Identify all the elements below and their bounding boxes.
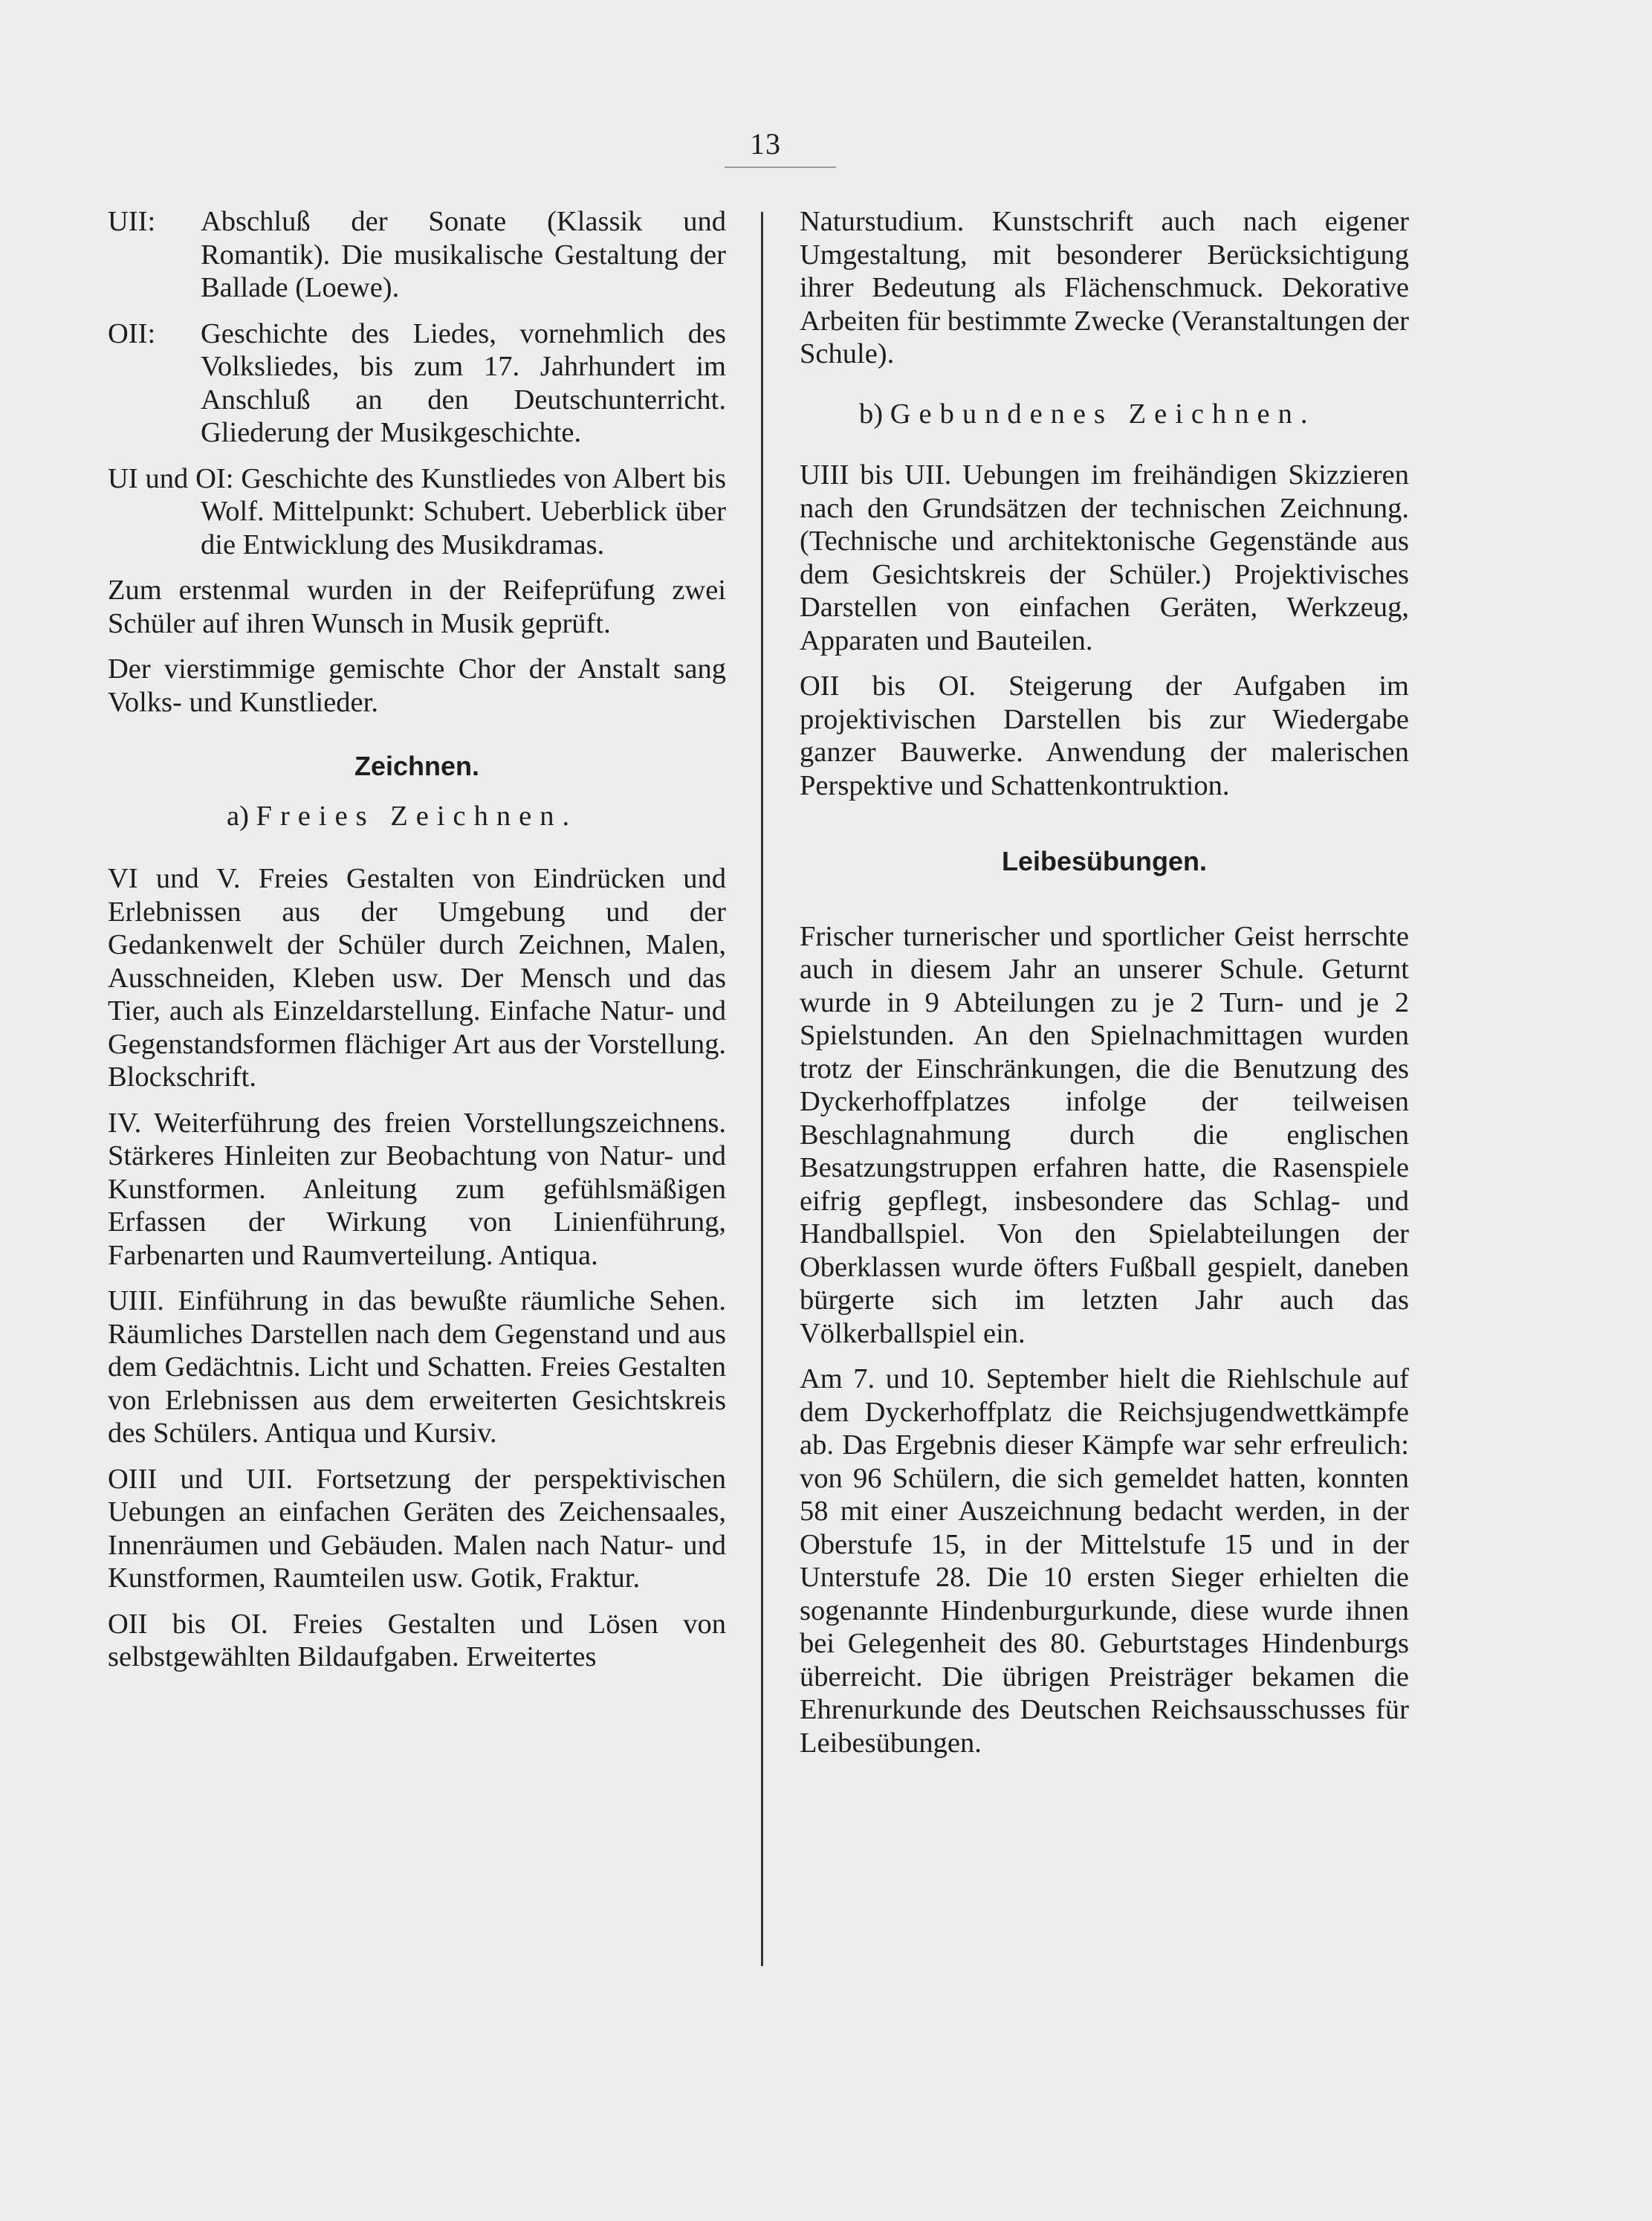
section-heading-leibesuebungen: Leibesübungen. xyxy=(1001,846,1207,876)
gebunden-paragraph-oii-oi: OII bis OI. Steigerung der Aufgaben im projektivischen Darstellen bis zur Wiedergabe ganzer Bauwerke. Anwendung der malerischen Perspektive und Schattenkontruktion. xyxy=(800,670,1409,801)
page-number-rule xyxy=(725,167,836,168)
page-number: 13 xyxy=(750,127,781,161)
zeichnen-paragraph-oiii-uii: OIII und UII. Fortsetzung der perspektivischen Uebungen an einfachen Geräten des Zeichensaales, Innenräumen und Gebäuden. Malen nach Natur- und Kunstformen, Raumteilen usw. Gotik, Fraktur. xyxy=(108,1463,726,1594)
column-divider xyxy=(761,212,763,1966)
left-column xyxy=(108,205,726,1687)
subsection-prefix: a) xyxy=(227,800,249,832)
chor-paragraph: Der vierstimmige gemischte Chor der Anstalt sang Volks- und Kunstlieder. xyxy=(108,653,726,718)
zeichnen-paragraph-oii-oi: OII bis OI. Freies Gestalten und Lösen von selbstgewählten Bildaufgaben. Erweitertes xyxy=(108,1608,726,1672)
subsection-title-freies-zeichnen xyxy=(108,800,726,833)
zeichnen-paragraph-iv: IV. Weiterführung des freien Vorstellungszeichnens. Stärkeres Hinleiten zur Beobachtung von Natur- und Kunstformen. Anleitung zum gefühlsmäßigen Erfassen der Wirkung von Linienführung, Farbenarten und Raumverteilung. Antiqua. xyxy=(108,1107,726,1271)
leibes-paragraph-wettkaempfe: Am 7. und 10. September hielt die Riehlschule auf dem Dyckerhoffplatz die Reichsjugendwettkämpfe ab. Das Ergebnis dieser Kämpfe war sehr erfreulich: von 96 Schülern, die sich gemeldet hatten, konnten 58 mit einer Auszeichnung bedacht werden, in der Oberstufe 15, in der Mittelstufe 15 und in der Unterstufe 28. Die 10 ersten Sieger erhielten die sogenannte Hindenburgurkunde, diese wurde ihnen bei Gelegenheit des 80. Geburtstages Hindenburgs überreicht. Die übrigen Preisträger bekamen die Ehrenurkunde des Deutschen Reichsausschusses für Leibesübungen. xyxy=(800,1363,1409,1759)
reifepruefung-paragraph: Zum erstenmal wurden in der Reifeprüfung zwei Schüler auf ihren Wunsch in Musik geprüft. xyxy=(108,575,726,639)
entry-text: Abschluß der Sonate (Klassik und Romantik). Die musikalische Gestaltung der Ballade (Loewe). xyxy=(201,206,726,303)
zeichnen-paragraph-vi-v: VI und V. Freies Gestalten von Eindrücken und Erlebnissen aus der Umgebung und der Gedankenwelt der Schüler durch Zeichnen, Malen, Ausschneiden, Kleben usw. Der Mensch und das Tier, auch als Einzeldarstellung. Einfache Natur- und Gegenstandsformen flächiger Art aus der Vorstellung. Blockschrift. xyxy=(108,863,726,1093)
zeichnen-paragraph-uiii: UIII. Einführung in das bewußte räumliche Sehen. Räumliches Darstellen nach dem Gegenstand und aus dem Gedächtnis. Licht und Schatten. Freies Gestalten von Erlebnissen aus dem erweiterten Gesichtskreis des Schülers. Antiqua und Kursiv. xyxy=(108,1285,726,1449)
music-entry-uii xyxy=(108,205,726,305)
subsection-title-gebundenes-zeichnen xyxy=(800,398,1409,431)
leibes-paragraph-turnen: Frischer turnerischer und sportlicher Geist herrschte auch in diesem Jahr an unserer Schule. Geturnt wurde in 9 Abteilungen zu je 2 Turn- und je 2 Spielstunden. An den Spielnachmittagen wurden trotz der Einschränkungen, die die Benutzung des Dyckerhoffplatzes infolge der teilweisen Beschlagnahmung durch die englischen Besatzungstruppen erfahren hatte, die Rasenspiele eifrig gepflegt, insbesondere das Schlag- und Handballspiel. Von den Spielabteilungen der Oberklassen wurde öfters Fußball gespielt, daneben bürgerte sich im letzten Jahr auch das Völkerballspiel ein. xyxy=(800,920,1409,1349)
continuation-paragraph: Naturstudium. Kunstschrift auch nach eigener Umgestaltung, mit besonderer Berücksichtigung ihrer Bedeutung als Flächenschmuck. Dekorative Arbeiten für bestimmte Zwecke (Veranstaltungen der Schule). xyxy=(800,206,1409,369)
entry-label: UII: xyxy=(108,206,156,237)
subsection-title-text: Gebundenes Zeichnen. xyxy=(890,398,1316,430)
entry-label: OII: xyxy=(108,317,156,349)
section-heading-zeichnen: Zeichnen. xyxy=(354,751,480,781)
subsection-prefix: b) xyxy=(859,398,884,430)
subsection-title-text: Freies Zeichnen. xyxy=(256,800,578,832)
right-column xyxy=(800,205,1409,1772)
entry-text: Geschichte des Liedes, vornehmlich des Volksliedes, bis zum 17. Jahrhundert im Anschluß an den Deutschunterricht. Gliederung der Musikgeschichte. xyxy=(201,317,726,448)
music-paragraph-ui-oi: UI und OI: Geschichte des Kunstliedes von Albert bis Wolf. Mittelpunkt: Schubert. Ueberblick über die Entwicklung des Musikdramas. xyxy=(108,462,726,560)
music-entry-oii xyxy=(108,317,726,450)
gebunden-paragraph-uiii-uii: UIII bis UII. Uebungen im freihändigen Skizzieren nach den Grundsätzen der technischen Zeichnung. (Technische und architektonische Gegenstände aus dem Gesichtskreis der Schüler.) Projektivisches Darstellen von einfachen Geräten, Werkzeug, Apparaten und Bauteilen. xyxy=(800,459,1409,656)
